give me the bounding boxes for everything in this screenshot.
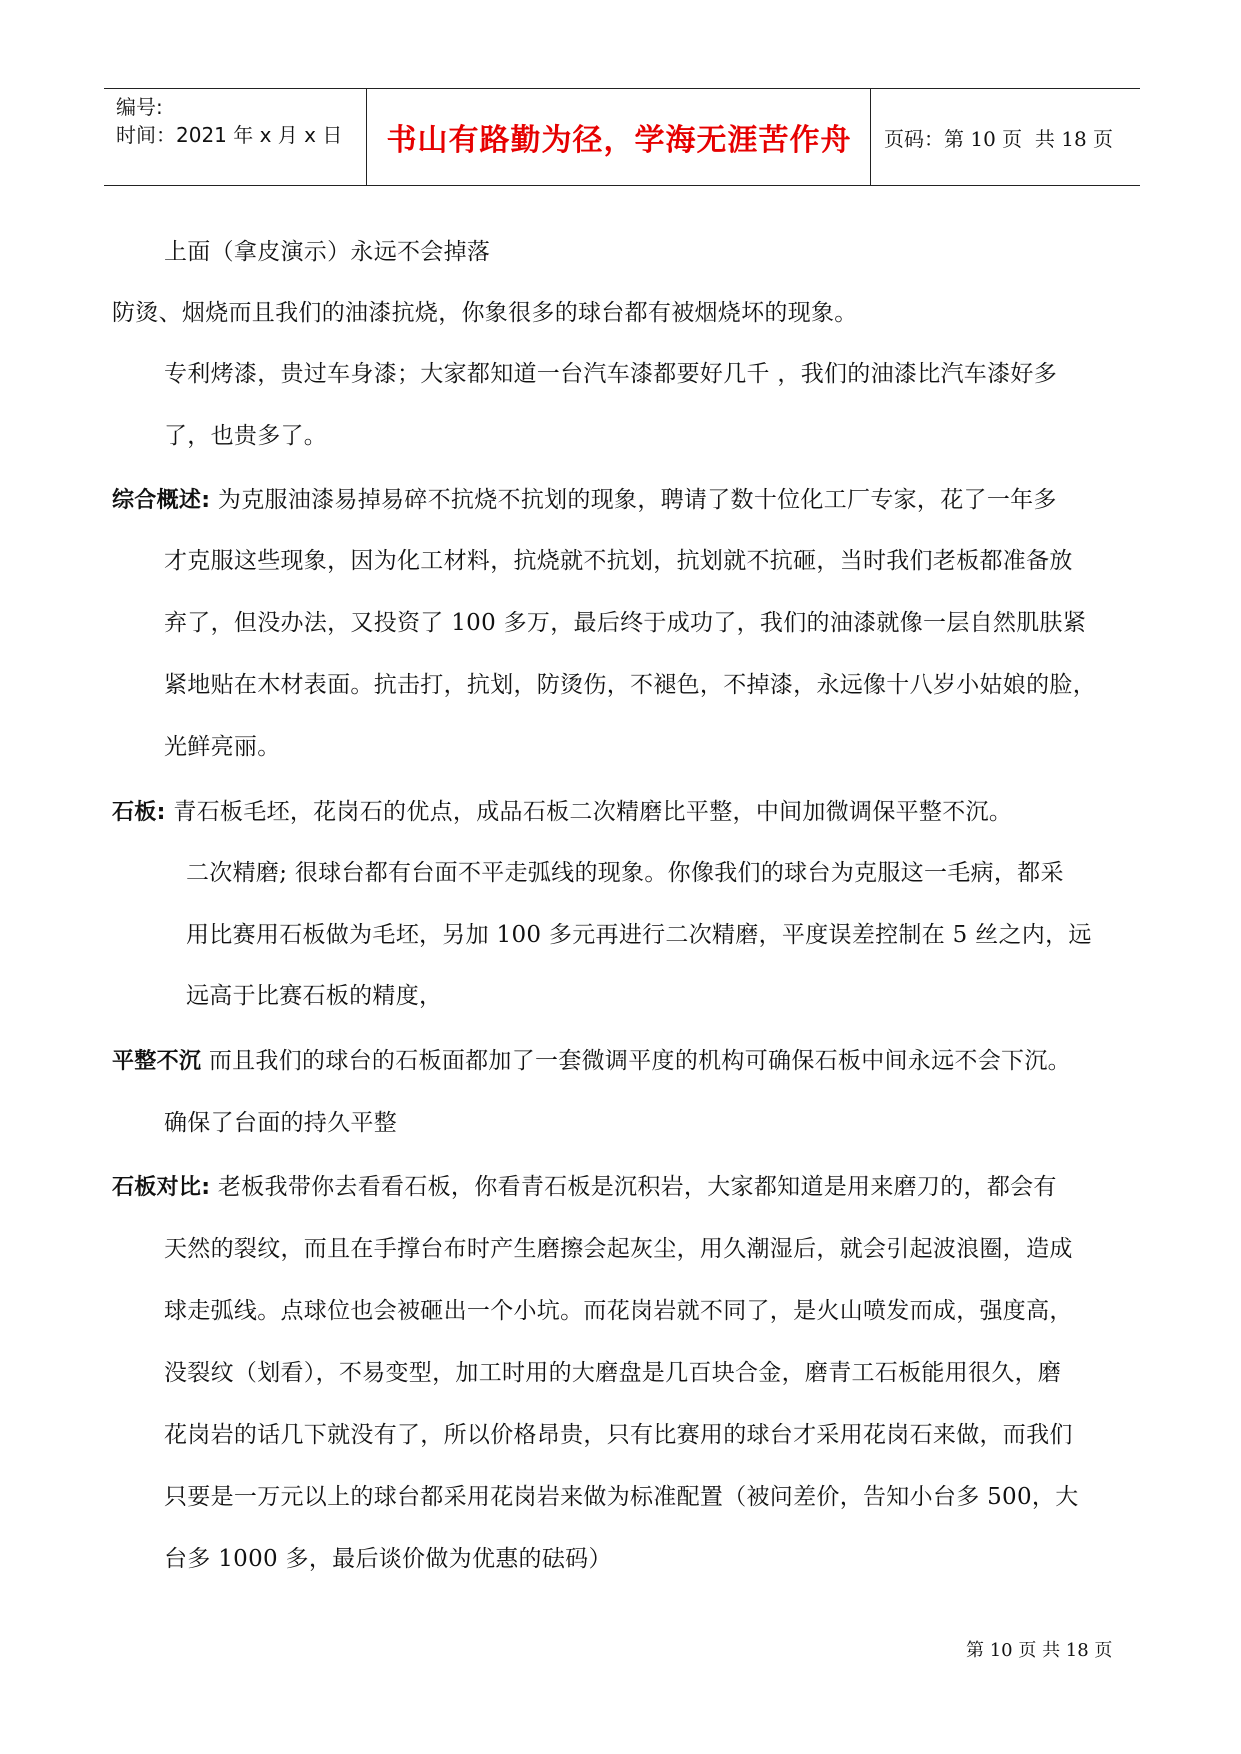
body-text: 老板我带你去看看石板，你看青石板是沉积岩，大家都知道是用来磨刀的，都会有: [210, 1174, 1057, 1200]
body-line: 弃了，但没办法，又投资了 100 多万，最后终于成功了，我们的油漆就像一层自然肌肤紧: [164, 610, 1087, 636]
body-line: 天然的裂纹，而且在手撑台布时产生磨擦会起灰尘，用久潮湿后，就会引起波浪圈，造成: [164, 1236, 1073, 1262]
body-line: 才克服这些现象，因为化工材料，抗烧就不抗划，抗划就不抗砸，当时我们老板都准备放: [164, 548, 1073, 574]
number-label: 编号:: [116, 95, 163, 119]
body-line: 紧地贴在木材表面。抗击打，抗划，防烫伤，不褪色，不掉漆，永远像十八岁小姑娘的脸，: [164, 672, 1096, 698]
body-line: 台多 1000 多，最后谈价做为优惠的砝码）: [164, 1546, 612, 1572]
body-line: 了，也贵多了。: [164, 423, 328, 449]
body-line: 只要是一万元以上的球台都采用花岗岩来做为标准配置（被问差价，告知小台多 500，大: [164, 1484, 1079, 1510]
section-slate-comparison: [112, 1172, 1057, 1203]
section-overview: [112, 485, 1057, 516]
section-slate: [112, 797, 1012, 828]
header-motto: 书山有路勤为径，学海无涯苦作舟: [386, 123, 852, 158]
page-header: [104, 88, 1140, 186]
header-meta: [116, 93, 356, 149]
body-line: 光鲜亮丽。: [164, 734, 281, 760]
section-label: 综合概述:: [112, 488, 211, 513]
body-text: 青石板毛坯，花岗石的优点，成品石板二次精磨比平整，中间加微调保平整不沉。: [165, 799, 1013, 825]
body-line: 防烫、烟烧而且我们的油漆抗烧，你象很多的球台都有被烟烧坏的现象。: [112, 300, 858, 326]
body-line: 球走弧线。点球位也会被砸出一个小坑。而花岗岩就不同了，是火山喷发而成，强度高，: [164, 1298, 1073, 1324]
body-text: 而且我们的球台的石板面都加了一套微调平度的机构可确保石板中间永远不会下沉。: [201, 1048, 1071, 1074]
header-page-info: [872, 89, 1154, 185]
header-divider: [366, 89, 367, 185]
body-line: 确保了台面的持久平整: [164, 1110, 397, 1136]
section-label: 平整不沉: [112, 1049, 202, 1074]
body-line: 没裂纹（划看），不易变型，加工时用的大磨盘是几百块合金，磨青工石板能用很久，磨: [164, 1360, 1062, 1386]
body-line: 上面（拿皮演示）永远不会掉落: [164, 239, 491, 265]
section-label: 石板:: [112, 800, 166, 825]
page-info-text: 页码：第 10 页 共 18 页: [884, 126, 1114, 151]
section-label: 石板对比:: [112, 1175, 211, 1200]
header-divider: [870, 89, 871, 185]
page-footer: 第 10 页 共 18 页: [966, 1640, 1113, 1661]
body-line: 用比赛用石板做为毛坯，另加 100 多元再进行二次精磨，平度误差控制在 5 丝之内，远: [186, 922, 1092, 948]
time-label: 时间：2021 年 x 月 x 日: [116, 123, 343, 147]
section-flatness: [112, 1046, 1071, 1077]
body-text: 为克服油漆易掉易碎不抗烧不抗划的现象，聘请了数十位化工厂专家，花了一年多: [210, 487, 1057, 513]
body-line: 花岗岩的话几下就没有了，所以价格昂贵，只有比赛用的球台才采用花岗石来做，而我们: [164, 1422, 1073, 1448]
body-line: 二次精磨; 很球台都有台面不平走弧线的现象。你像我们的球台为克服这一毛病，都采: [186, 860, 1064, 886]
body-line: 专利烤漆，贵过车身漆；大家都知道一台汽车漆都要好几千 ，我们的油漆比汽车漆好多: [164, 361, 1058, 387]
body-line: 远高于比赛石板的精度，: [186, 983, 443, 1009]
